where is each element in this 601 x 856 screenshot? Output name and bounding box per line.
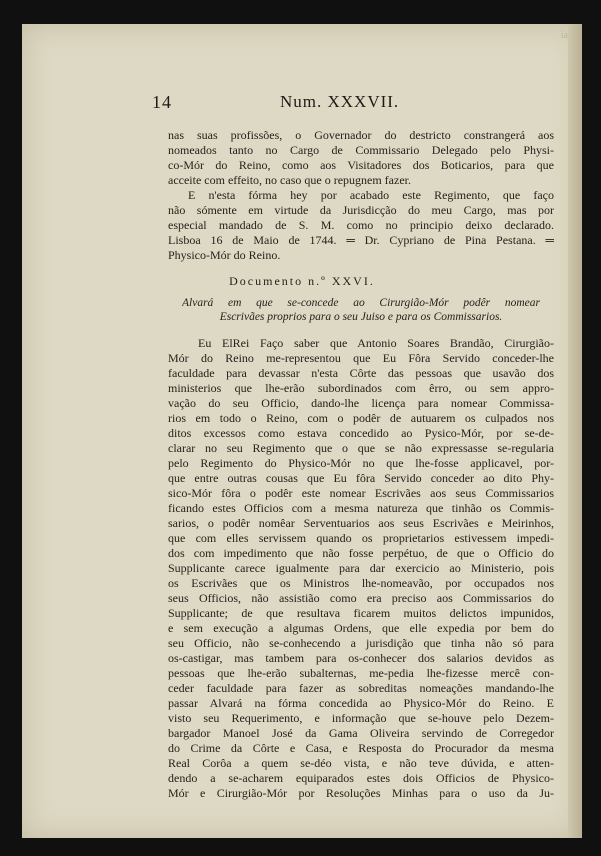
text-line: visto seu Requerimento, e informação que se-houve pelo Dezem- bbox=[168, 711, 554, 725]
text-line: Supplicante; de que resultava ficarem muitos delictos impunidos, bbox=[168, 606, 554, 620]
text-line: pessoas que lhe-erão subalternas, me-pedia lhe-fizesse mercê con- bbox=[168, 666, 554, 680]
text-line: faculdade para devassar n'esta Côrte das pessoas que usavão dos bbox=[168, 366, 554, 380]
text-line: dendo a se-acharem equiparados estes dois Officios de Physico- bbox=[168, 771, 554, 785]
text-line: não sómente em virtude da Jurisdicção do meu Cargo, mas por bbox=[168, 203, 554, 217]
text-line: e sem execução a algumas Ordens, que elle expedia por bem do bbox=[168, 621, 554, 635]
text-line: ditos excessos como estava concedido ao Pysico-Mór, por se-de- bbox=[168, 426, 554, 440]
text-line: ficando estes Officios com a mesma natureza que tinhão os Commis- bbox=[168, 501, 554, 515]
page-number: 14 bbox=[152, 92, 172, 112]
text-line: que com elles servissem quando os proprietarios estivessem impedi- bbox=[168, 531, 554, 545]
text-line: vação do seu Officio, dando-lhe licença para nomear Commissa- bbox=[168, 396, 554, 410]
text-line: ministerios que lhe-erão subordinados com êrro, ou sem appro- bbox=[168, 381, 554, 395]
text-line: que entre outras cousas que Eu fôra Servido conceder ao dito Phy- bbox=[168, 471, 554, 485]
page-edge bbox=[568, 24, 582, 838]
text-line: Eu ElRei Faço saber que Antonio Soares Brandão, Cirurgião- bbox=[198, 336, 554, 350]
text-line: passar Alvará na fórma concedida ao Physico-Mór do Reino. E bbox=[168, 696, 554, 710]
text-line: Mór do Reino me-representou que Eu Fôra Servido conceder-lhe bbox=[168, 351, 554, 365]
text-line: sarios, o podêr nomêar Serventuarios aos seus Escrivães e Meirinhos, bbox=[168, 516, 554, 530]
text-line: pelo Regimento do Physico-Mór no que lhe-fosse applicavel, por- bbox=[168, 456, 554, 470]
document-title: Documento n.º XXVI. bbox=[229, 274, 375, 288]
text-line: especial mandado de S. M. como no principio deixo declarado. bbox=[168, 218, 554, 232]
text-line: Real Corôa a quem se-déo vista, e não teve dúvida, e atten- bbox=[168, 756, 554, 770]
text-line: seus Officios, não assistião como era preciso aos Commissarios do bbox=[168, 591, 554, 605]
text-line: do Crime da Côrte e Casa, e Resposta do Procurador da mesma bbox=[168, 741, 554, 755]
running-head: Num. XXXVII. bbox=[280, 92, 400, 111]
text-line: Mór e Cirurgião-Mór por Resoluções Minhas para o uso da Ju- bbox=[168, 786, 554, 800]
text-line: seu Officio, não se-conhecendo a jurisdição que tinha não só para bbox=[168, 636, 554, 650]
text-line: co-Mór do Reino, como aos Visitadores dos Boticarios, para que bbox=[168, 158, 554, 172]
text-line: nas suas profissões, o Governador do destricto constrangerá aos bbox=[168, 128, 554, 142]
text-line: dos com impedimento que não fosse perpétuo, de que o Officio do bbox=[168, 546, 554, 560]
page-header bbox=[22, 92, 582, 116]
text-line: bargador Manoel José da Gama Oliveira servindo de Corregedor bbox=[168, 726, 554, 740]
text-line: Lisboa 16 de Maio de 1744. ═ Dr. Cypriano de Pina Pestana. ═ bbox=[168, 233, 554, 247]
text-line: acceite com effeito, no caso que o repugnem fazer. bbox=[168, 173, 411, 187]
text-line: clarar no seu Regimento que o que se não expressasse se-regularia bbox=[168, 441, 554, 455]
text-line: os-castigar, mas tambem para os-conhecer dos salarios devidos as bbox=[168, 651, 554, 665]
text-line: ceder faculdade para fazer as sobreditas nomeações mandando-lhe bbox=[168, 681, 554, 695]
text-line: nomeados tanto no Cargo de Commissario Delegado pelo Physi- bbox=[168, 143, 554, 157]
text-line: E n'esta fórma hey por acabado este Regimento, que faço bbox=[188, 188, 554, 202]
book-page bbox=[22, 24, 582, 838]
text-line: Physico-Mór do Reino. bbox=[168, 248, 281, 262]
text-line: rios em todo o Reino, com o podêr de autuarem os culpados nos bbox=[168, 411, 554, 425]
text-line: sico-Mór fôra o podêr este nomear Escrivães aos seus Commissarios bbox=[168, 486, 554, 500]
folio-mark: ia bbox=[560, 30, 568, 41]
document-rubric-line: Escrivães proprios para o seu Juiso e para os Commissarios. bbox=[219, 311, 503, 323]
text-line: Supplicante carece igualmente para dar exercicio ao Ministerio, pois bbox=[168, 561, 554, 575]
document-rubric-line: Alvará em que se-concede ao Cirurgião-Mór podêr nomear bbox=[182, 297, 540, 309]
text-line: os Escrivães que os Ministros lhe-nomeavão, por occupados nos bbox=[168, 576, 554, 590]
